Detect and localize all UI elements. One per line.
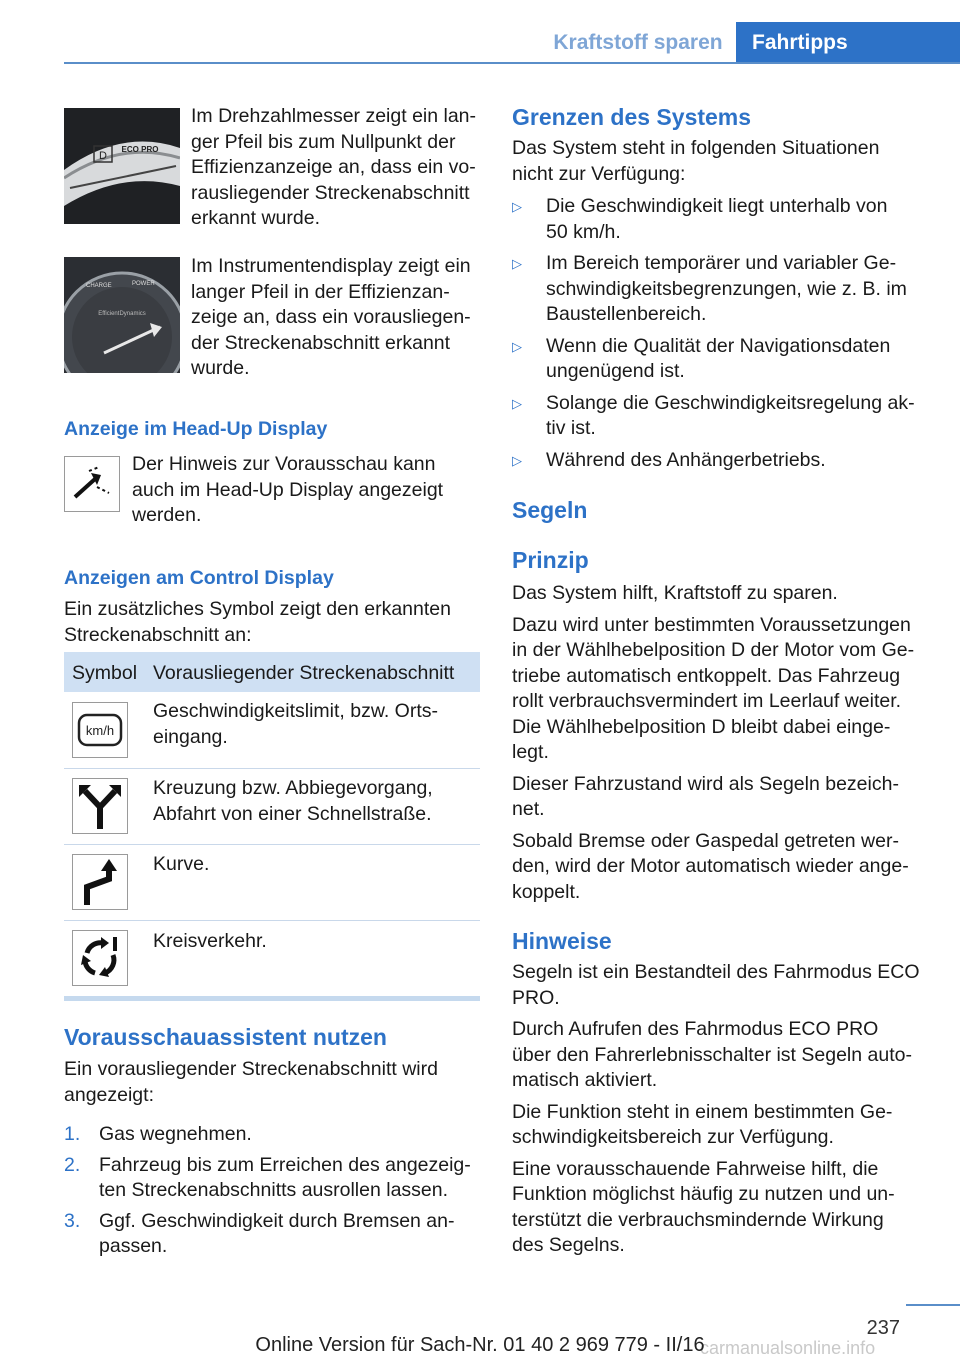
- hinweise-text: Segeln ist ein Bestandteil des Fahrmodus ECO PRO. Durch Aufrufen des Fahrmodus ECO PRO über den Fahrerlebnisschalter ist Segeln auto- matisch aktiviert. Die Funktion steht in einem bestimmten Ge- schwindigkeitsbereich zur Verfügung. Eine vorausschauende Fahrweise hilft, die Funktion möglichst häufig zu nutzen und un- terstützt die verbrauchsmindernde Wirkung des Segelns.: [512, 961, 920, 1256]
- efficient-dynamics-label: EfficientDynamics: [98, 311, 146, 317]
- table-end-bar: [64, 996, 480, 1001]
- bullet-triangle-icon: ▷: [512, 452, 522, 468]
- table-row: Kurve.: [153, 853, 210, 875]
- list-item: ▷ Solange die Geschwindigkeitsregelung ak- tiv ist.: [512, 391, 915, 439]
- hinweise-heading: Hinweise: [512, 928, 612, 954]
- hud-description: Der Hinweis zur Vorausschau kann auch im Head-Up Display angezeigt werden.: [132, 453, 444, 526]
- hud-heading: Anzeige im Head-Up Display: [64, 418, 328, 440]
- limits-heading: Grenzen des Systems: [512, 104, 752, 130]
- prinzip-heading: Prinzip: [512, 547, 589, 573]
- col-section-header: Vorausliegender Streckenabschnitt: [153, 662, 455, 684]
- col-symbol-header: Symbol: [72, 662, 138, 684]
- list-item: 2. Fahrzeug bis zum Erreichen des angezeig- ten Streckenabschnitts ausrollen lassen.: [64, 1153, 471, 1201]
- control-display-intro: Ein zusätzliches Symbol zeigt den erkannten Streckenabschnitt an:: [64, 598, 451, 646]
- table-row: Geschwindigkeitslimit, bzw. Orts- eingang.: [153, 700, 438, 748]
- junction-icon: [72, 778, 128, 834]
- gear-indicator: D: [99, 150, 107, 162]
- list-item: 1. Gas wegnehmen.: [64, 1123, 252, 1145]
- limits-list: [512, 194, 942, 473]
- list-item: ▷ Im Bereich temporärer und variabler Ge- schwindigkeitsbegrenzungen, wie z. B. im Baustellenbereich.: [512, 252, 907, 325]
- rev-counter-image: [64, 108, 180, 224]
- list-item: ▷ Wenn die Qualität der Navigationsdaten ungenügend ist.: [512, 334, 891, 382]
- bullet-triangle-icon: ▷: [512, 395, 522, 411]
- steps-list: [64, 1122, 484, 1260]
- header-rule: [64, 62, 960, 64]
- bullet-triangle-icon: ▷: [512, 338, 522, 354]
- prinzip-text: Das System hilft, Kraftstoff zu sparen. Dazu wird unter bestimmten Voraussetzungen in der Wählhebelposition D der Motor vom Ge- triebe automatisch entkoppelt. Das Fahrzeug rollt verbrauchsvermindert im Leerlauf weiter. Die Wählhebelposition D bleibt dabei einge- legt. Dieser Fahrzustand wird als Segeln bezeich- net. Sobald Bremse oder Gaspedal getreten wer- den, wird der Motor automatisch wieder ange- koppelt.: [512, 582, 915, 903]
- curve-icon: [72, 854, 128, 910]
- instrument-display-description: Im Instrumentendisplay zeigt ein langer Pfeil in der Effizienzan- zeige an, dass ein vorausliegen- der Streckenabschnitt erkannt wurde.: [191, 255, 471, 379]
- power-label: POWER: [132, 281, 155, 287]
- header-chapter-tab: Fahrtipps: [736, 22, 960, 64]
- speed-limit-icon-label: km/h: [85, 723, 115, 738]
- bullet-triangle-icon: ▷: [512, 256, 522, 271]
- bullet-triangle-icon: ▷: [512, 199, 522, 214]
- table-row-divider: [64, 920, 480, 921]
- eco-pro-label: ECO PRO: [121, 145, 159, 154]
- page-number: 237: [866, 1317, 900, 1339]
- hud-anticipation-icon: [64, 456, 120, 512]
- instrument-display-image: [64, 257, 180, 373]
- speed-limit-icon: [72, 702, 128, 758]
- roundabout-icon: [72, 930, 128, 986]
- watermark: carmanualsonline.info: [700, 1338, 876, 1358]
- assistant-heading: Vorausschauassistent nutzen: [64, 1024, 387, 1050]
- rev-counter-description: Im Drehzahlmesser zeigt ein lan- ger Pfeil bis zum Nullpunkt der Effizienzanzeige an, dass ein vo- rausliegender Streckenabschnitt erkannt wurde.: [191, 105, 477, 229]
- limits-intro: Das System steht in folgenden Situationen nicht zur Verfügung:: [512, 137, 880, 185]
- footer-rule: [906, 1304, 960, 1306]
- header-section-tab: Kraftstoff sparen: [553, 31, 723, 54]
- table-row: Kreuzung bzw. Abbiegevorgang, Abfahrt von einer Schnellstraße.: [153, 777, 433, 825]
- charge-label: CHARGE: [86, 283, 112, 289]
- table-row: Kreisverkehr.: [153, 930, 267, 952]
- footer-version-text: Online Version für Sach-Nr. 01 40 2 969 779 - II/16: [255, 1334, 705, 1356]
- control-display-heading: Anzeigen am Control Display: [64, 567, 334, 589]
- assistant-intro: Ein vorausliegender Streckenabschnitt wird angezeigt:: [64, 1058, 438, 1106]
- table-row-divider: [64, 844, 480, 845]
- segeln-heading: Segeln: [512, 497, 588, 523]
- list-item: ▷ Während des Anhängerbetriebs.: [512, 448, 942, 474]
- table-row-divider: [64, 768, 480, 769]
- list-item: 3. Ggf. Geschwindigkeit durch Bremsen an- passen.: [64, 1209, 455, 1257]
- list-item: ▷ Die Geschwindigkeit liegt unterhalb von 50 km/h.: [512, 195, 888, 243]
- symbol-table-header: [64, 652, 480, 692]
